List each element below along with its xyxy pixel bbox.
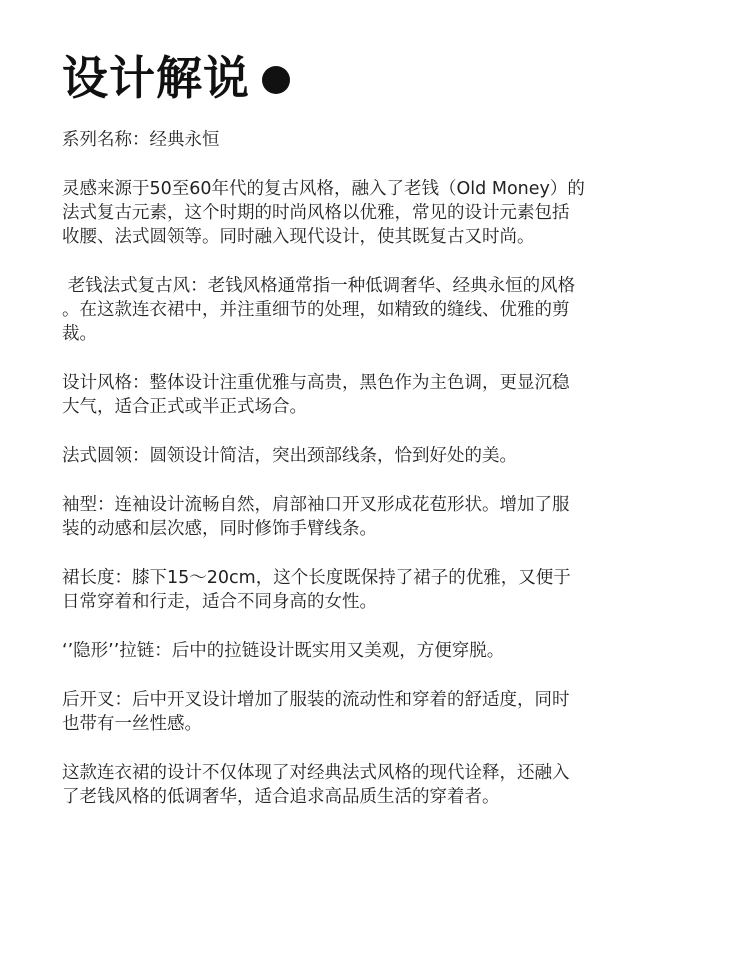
paragraph-sleeve: 袖型：连袖设计流畅自然，肩部袖口开叉形成花苞形状。增加了服 装的动感和层次感，同时修饰手臂线条。 [62, 495, 570, 539]
paragraph-skirt-length: 裙长度：膝下15～20cm，这个长度既保持了裙子的优雅，又便于 日常穿着和行走，适合不同身高的女性。 [62, 568, 571, 612]
paragraph-summary: 这款连衣裙的设计不仅体现了对经典法式风格的现代诠释，还融入 了老钱风格的低调奢华，适合追求高品质生活的穿着者。 [62, 763, 570, 807]
filled-circle-icon [262, 66, 290, 94]
title-row [62, 50, 688, 106]
paragraph-zipper: ‘’隐形’’拉链：后中的拉链设计既实用又美观，方便穿脱。 [62, 641, 505, 661]
paragraph-design-style: 设计风格：整体设计注重优雅与高贵，黑色作为主色调，更显沉稳 大气，适合正式或半正式场合。 [62, 373, 570, 417]
paragraph-inspiration: 灵感来源于50至60年代的复古风格，融入了老钱（Old Money）的 法式复古元素，这个时期的时尚风格以优雅，常见的设计元素包括 收腰、法式圆领等。同时融入现代设计，使其既复古又时尚。 [62, 179, 585, 247]
series-name: 系列名称：经典永恒 [62, 130, 220, 150]
paragraph-old-money-style: 老钱法式复古风：老钱风格通常指一种低调奢华、经典永恒的风格 。在这款连衣裙中，并注重细节的处理，如精致的缝线、优雅的剪 裁。 [62, 276, 576, 344]
page-title: 设计解说 [62, 51, 250, 105]
paragraph-collar: 法式圆领：圆领设计简洁，突出颈部线条，恰到好处的美。 [62, 446, 517, 466]
paragraph-back-slit: 后开叉：后中开叉设计增加了服装的流动性和穿着的舒适度，同时 也带有一丝性感。 [62, 690, 570, 734]
